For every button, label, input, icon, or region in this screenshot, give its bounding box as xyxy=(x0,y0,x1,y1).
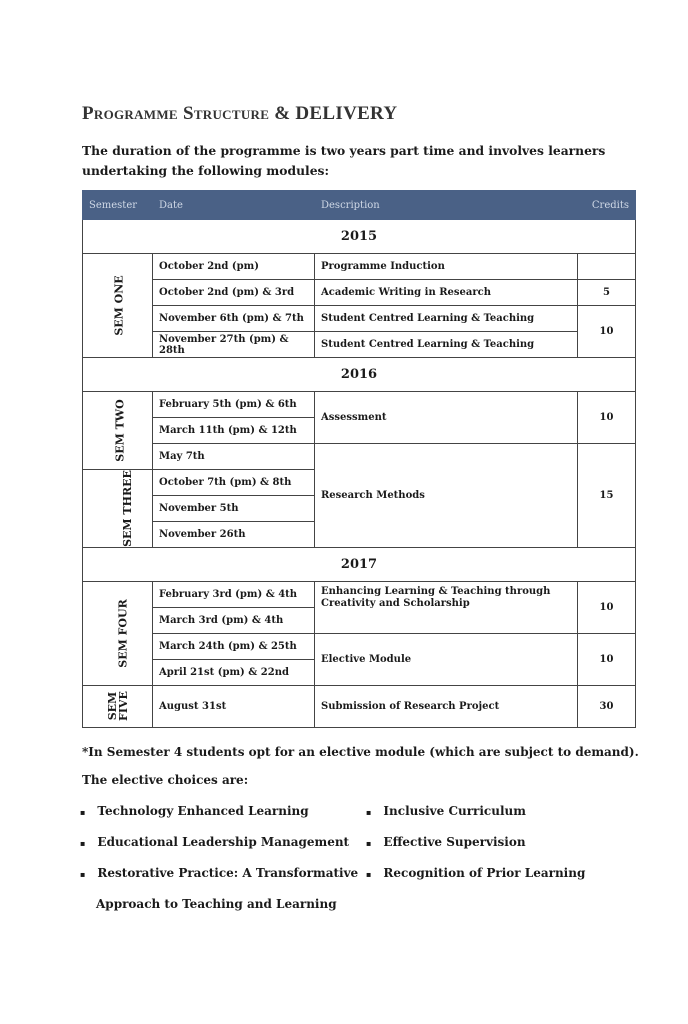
page-title: Programme Structure & DELIVERY xyxy=(82,103,398,124)
date-cell: May 7th xyxy=(153,444,315,470)
table-row xyxy=(83,332,636,358)
credits-cell: 10 xyxy=(578,392,636,444)
credits-cell: 10 xyxy=(578,634,636,686)
semester-label: SEM FOUR xyxy=(83,582,153,686)
table-row xyxy=(83,254,636,280)
table-row xyxy=(83,634,636,660)
date-cell: October 7th (pm) & 8th xyxy=(153,470,315,496)
semester-label: SEM ONE xyxy=(83,254,153,358)
list-item: ▪ Effective Supervision xyxy=(366,835,526,849)
description-cell: Assessment xyxy=(315,392,578,444)
date-cell: March 11th (pm) & 12th xyxy=(153,418,315,444)
date-cell: March 24th (pm) & 25th xyxy=(153,634,315,660)
semester-label: SEM TWO xyxy=(83,392,153,470)
bullet-icon: ▪ xyxy=(366,837,372,848)
date-cell: November 6th (pm) & 7th xyxy=(153,306,315,332)
description-cell: Student Centred Learning & Teaching xyxy=(315,332,578,358)
credits-cell: 10 xyxy=(578,306,636,358)
list-item-continuation: Approach to Teaching and Learning xyxy=(96,897,337,911)
bullet-icon: ▪ xyxy=(366,806,372,817)
description-cell: Programme Induction xyxy=(315,254,578,280)
header-description: Description xyxy=(315,191,578,220)
elective-choices-label: The elective choices are: xyxy=(82,773,249,787)
description-cell: Student Centred Learning & Teaching xyxy=(315,306,578,332)
header-date: Date xyxy=(153,191,315,220)
semester-label: SEM FIVE xyxy=(83,686,153,728)
bullet-icon: ▪ xyxy=(80,868,86,879)
semester-label: SEM THREE xyxy=(83,470,153,548)
list-item: ▪ Technology Enhanced Learning xyxy=(80,804,309,818)
date-cell: November 5th xyxy=(153,496,315,522)
table-row xyxy=(83,686,636,728)
table-row xyxy=(83,306,636,332)
date-cell: February 3rd (pm) & 4th xyxy=(153,582,315,608)
date-cell: February 5th (pm) & 6th xyxy=(153,392,315,418)
date-cell: April 21st (pm) & 22nd xyxy=(153,660,315,686)
credits-cell: 15 xyxy=(578,444,636,548)
credits-cell: 30 xyxy=(578,686,636,728)
list-item: ▪ Recognition of Prior Learning xyxy=(366,866,586,880)
table-row xyxy=(83,280,636,306)
bullet-icon: ▪ xyxy=(80,837,86,848)
bullet-icon: ▪ xyxy=(80,806,86,817)
header-semester: Semester xyxy=(83,191,153,220)
description-cell: Research Methods xyxy=(315,444,578,548)
elective-note: *In Semester 4 students opt for an elective module (which are subject to demand). xyxy=(82,745,639,759)
date-cell: November 26th xyxy=(153,522,315,548)
credits-cell xyxy=(578,254,636,280)
description-cell: Enhancing Learning & Teaching through Creativity and Scholarship xyxy=(315,582,578,634)
table-row xyxy=(83,582,636,608)
programme-table xyxy=(82,190,636,728)
list-item: ▪ Educational Leadership Management xyxy=(80,835,350,849)
list-item: ▪ Inclusive Curriculum xyxy=(366,804,526,818)
year-row: 2016 xyxy=(83,358,636,392)
date-cell: October 2nd (pm) & 3rd xyxy=(153,280,315,306)
description-cell: Elective Module xyxy=(315,634,578,686)
year-row: 2017 xyxy=(83,548,636,582)
date-cell: August 31st xyxy=(153,686,315,728)
year-row: 2015 xyxy=(83,220,636,254)
date-cell: October 2nd (pm) xyxy=(153,254,315,280)
table-row xyxy=(83,392,636,418)
date-cell: March 3rd (pm) & 4th xyxy=(153,608,315,634)
bullet-icon: ▪ xyxy=(366,868,372,879)
table-row xyxy=(83,444,636,470)
description-cell: Academic Writing in Research xyxy=(315,280,578,306)
intro-paragraph: The duration of the programme is two years part time and involves learners undertaking the following modules: xyxy=(82,143,606,178)
credits-cell: 5 xyxy=(578,280,636,306)
table-header-row xyxy=(83,191,636,220)
header-credits: Credits xyxy=(578,191,636,220)
description-cell: Submission of Research Project xyxy=(315,686,578,728)
credits-cell: 10 xyxy=(578,582,636,634)
list-item: ▪ Restorative Practice: A Transformative xyxy=(80,866,359,880)
date-cell: November 27th (pm) & 28th xyxy=(153,332,315,358)
